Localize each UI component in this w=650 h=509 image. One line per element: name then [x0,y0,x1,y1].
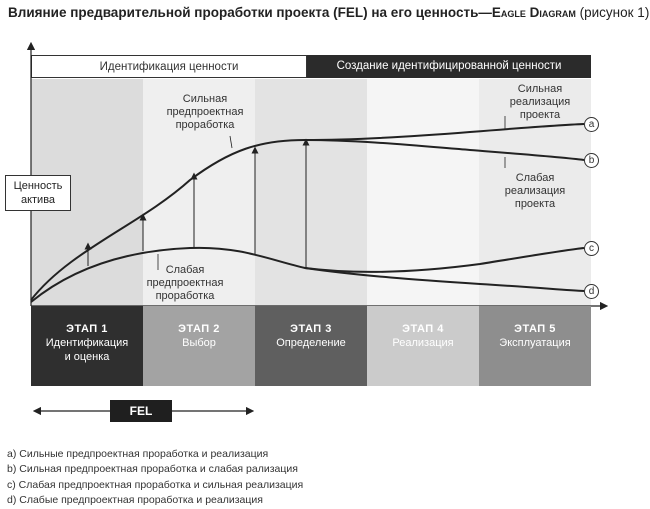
marker-c: c [584,241,599,256]
stage-4-title: ЭТАП 4 [402,323,444,335]
stage-1 [31,306,143,386]
stage-3-title: ЭТАП 3 [290,323,332,335]
legend-item-a: a) Сильные предпроектная проработка и реализация [7,448,269,460]
curve-c [31,248,584,302]
legend-item-c: c) Слабая предпроектная проработка и сильная реализация [7,478,304,491]
annotation-strong-fel: Сильная предпроектная проработка [166,93,244,131]
stage-4-desc: Реализация [392,337,454,349]
legend-item-b: b) Сильная предпроектная проработка и слабая рализация [7,463,298,476]
title-diagram-name: Eagle Diagram [491,5,576,20]
stage-3-desc: Определение [276,337,346,349]
marker-b: b [584,153,599,168]
header-value-identification: Идентификация ценности [31,55,307,78]
legend [7,447,303,508]
stage-4 [367,306,479,386]
stage-2-desc: Выбор [182,337,216,349]
stage-2-title: ЭТАП 2 [178,323,220,335]
leader-strong-fel [230,136,232,148]
stage-1-title: ЭТАП 1 [66,323,108,335]
curve-a [31,124,584,300]
stage-5-title: ЭТАП 5 [514,323,556,335]
fel-label: FEL [110,400,172,422]
stage-3 [255,306,367,386]
legend-item-d: d) Слабые предпроектная проработка и реализация [7,493,263,506]
annotation-weak-impl: Слабая реализация проекта [504,172,566,210]
title-dash: — [478,5,492,20]
stage-5 [479,306,591,386]
title-figure-ref: (рисунок 1) [575,5,650,20]
y-axis-label: Ценность актива [5,175,71,211]
stage-2 [143,306,255,386]
stage-5-desc: Эксплуатация [499,337,571,349]
header-value-creation: Создание идентифицированной ценности [307,55,591,78]
annotation-strong-impl: Сильная реализация проекта [509,83,571,121]
marker-a: a [584,117,599,132]
curve-b [305,140,584,160]
stage-1-desc: Идентификация и оценка [45,337,129,363]
title-main: Влияние предварительной проработки проекта (FEL) на его ценность [8,5,479,20]
annotation-weak-fel: Слабая предпроектная проработка [146,264,224,302]
marker-d: d [584,284,599,299]
